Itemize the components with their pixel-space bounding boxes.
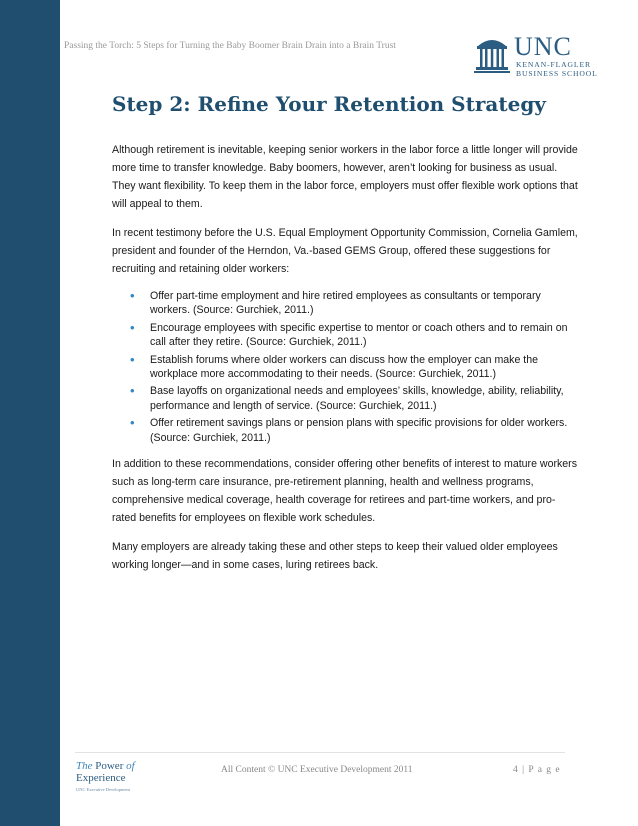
bullet-icon: •	[130, 383, 135, 399]
list-item-text: Encourage employees with specific expertise to mentor or coach others and to remain on call after they retire. (Source: Gurchiek, 2011.)	[150, 321, 568, 349]
list-item	[112, 384, 578, 413]
logo-the-text: The	[76, 760, 93, 772]
list-item	[112, 321, 578, 350]
unc-kenan-flagler-logo	[474, 31, 614, 77]
suggestions-list	[112, 289, 578, 445]
closing-paragraph: Many employers are already taking these and other steps to keep their valued older employees working longer—and in some cases, luring retirees back.	[112, 541, 558, 572]
intro-paragraph: Although retirement is inevitable, keeping senior workers in the labor force a little longer will provide more time to transfer knowledge. Baby boomers, however, aren’t looking for business as usual. They want flexibility. To keep them in the labor force, employers must offer flexible work options that will appeal to them.	[112, 144, 578, 210]
logo-unc-exec-dev-text: UNC Executive Development	[76, 787, 130, 792]
bullet-icon: •	[130, 288, 135, 303]
footer-page-number: 4 | P a g e	[513, 765, 561, 775]
benefits-paragraph: In addition to these recommendations, consider offering other benefits of interest to mature workers such as long-term care insurance, pre-retirement planning, health and wellness programs, comprehensive medical coverage, health coverage for retirees and part-time workers, and pro-rated benefits for employees on flexible work schedules.	[112, 458, 578, 525]
list-item	[112, 416, 578, 445]
list-item	[112, 289, 578, 318]
logo-business-school-text: BUSINESS SCHOOL	[516, 69, 598, 78]
logo-line-1	[76, 760, 135, 772]
main-content	[112, 141, 578, 585]
list-item-text: Offer retirement savings plans or pension plans with specific provisions for older workers. (Source: Gurchiek, 2011.)	[150, 417, 568, 444]
testimony-paragraph: In recent testimony before the U.S. Equal Employment Opportunity Commission, Cornelia Gamlem, president and founder of the Herndon, Va.-based GEMS Group, offered these suggestions for recruiting and retaining older workers:	[112, 227, 578, 275]
left-sidebar-bar	[0, 0, 60, 826]
logo-unc-text: UNC	[514, 32, 572, 61]
power-of-experience-logo	[76, 760, 156, 796]
logo-kenan-flagler-text: KENAN-FLAGLER	[516, 60, 591, 69]
bullet-icon: •	[130, 351, 135, 367]
logo-of-text: of	[126, 760, 135, 772]
list-item-text: Offer part-time employment and hire retired employees as consultants or temporary workers. (Source: Gurchiek, 2011.)	[150, 290, 541, 317]
page-title: Step 2: Refine Your Retention Strategy	[112, 92, 546, 116]
footer-divider	[75, 752, 565, 753]
bullet-icon: •	[130, 319, 135, 335]
list-item-text: Establish forums where older workers can discuss how the employer can make the workplace more accommodating to their needs. (Source: Gurchiek, 2011.)	[150, 353, 539, 381]
bullet-icon: •	[130, 415, 135, 431]
list-item-text: Base layoffs on organizational needs and employees’ skills, knowledge, ability, reliability, performance and length of service. (Source: Gurchiek, 2011.)	[150, 385, 564, 412]
footer-copyright: All Content © UNC Executive Development 2011	[221, 765, 413, 775]
logo-power-text: Power	[95, 760, 124, 772]
list-item	[112, 353, 578, 382]
running-header-title: Passing the Torch: 5 Steps for Turning the Baby Boomer Brain Drain into a Brain Trust	[64, 41, 396, 51]
old-well-icon	[474, 31, 510, 75]
logo-experience-text: Experience	[76, 772, 126, 784]
